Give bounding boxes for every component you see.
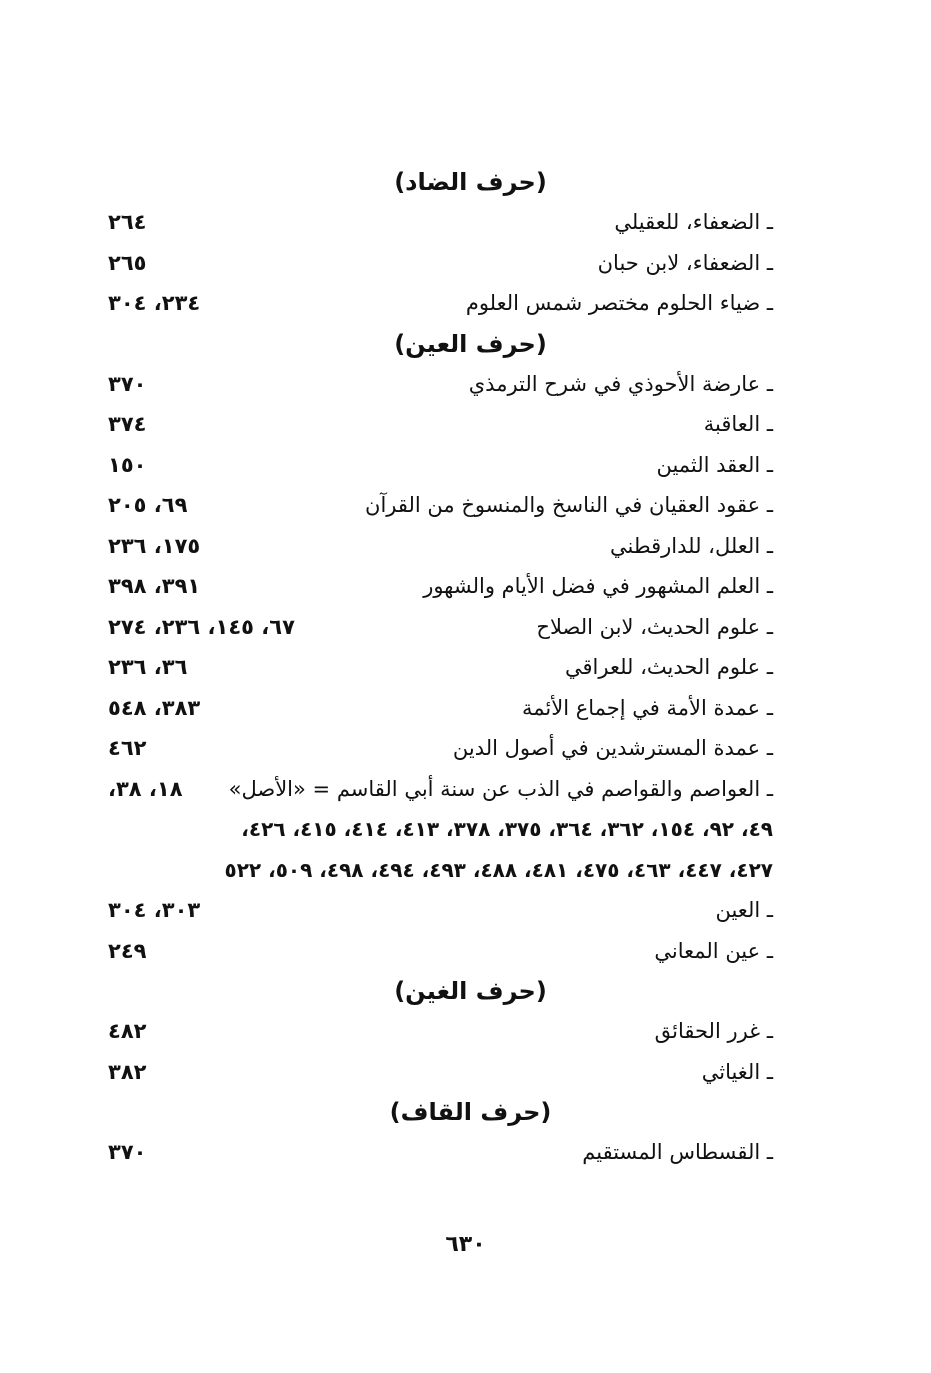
entry-pages: ١٧٥، ٢٣٦ [108,533,201,558]
index-entry [108,526,773,567]
index-entry [108,364,773,405]
entry-title: ـ العاقبة [703,412,773,436]
entry-pages: ٣٨٢ [108,1059,147,1084]
entry-pages-continuation: ٤٢٧، ٤٤٧، ٤٦٣، ٤٧٥، ٤٨١، ٤٨٨، ٤٩٣، ٤٩٤، ٤٩٨، ٥٠٩، ٥٢٢ [224,857,773,882]
index-entry [108,607,773,648]
entry-pages-continuation: ٤٩، ٩٢، ١٥٤، ٣٦٢، ٣٦٤، ٣٧٥، ٣٧٨، ٤١٣، ٤١٤، ٤١٥، ٤٢٦، [241,817,773,841]
index-entry [108,485,773,526]
index-entry [108,688,773,729]
entry-title: ـ القسطاس المستقيم [582,1140,773,1164]
entry-pages: ٣٨٣، ٥٤٨ [108,695,201,720]
entry-title: ـ عقود العقيان في الناسخ والمنسوخ من القرآن [365,493,773,517]
entry-title: ـ الضعفاء، للعقيلي [614,210,773,234]
entry-pages: ٢٣٤، ٣٠٤ [108,291,201,315]
entry-title: ـ عين المعاني [654,938,773,963]
section-heading-qaf: (حرف القاف) [389,1098,552,1126]
entry-pages: ٤٨٢ [108,1019,147,1043]
entry-title: ـ عمدة الأمة في إجماع الأئمة [521,695,773,720]
index-entry [108,283,773,324]
index-entry [108,890,773,931]
entry-pages: ٣٦، ٢٣٦ [108,655,188,679]
index-entry [108,404,773,445]
entry-pages: ٦٩، ٢٠٥ [108,493,188,517]
entry-title: ـ الضعفاء، لابن حبان [597,250,773,275]
entry-title: ـ العلم المشهور في فضل الأيام والشهور [423,574,773,598]
section-heading-ain: (حرف العين) [394,329,547,358]
entry-title: ـ العين [715,898,773,922]
entry-pages: ١٨، ٣٨، [108,776,183,801]
entry-title: ـ العواصم والقواصم في الذب عن سنة أبي القاسم = «الأصل» [228,776,773,801]
index-content [108,162,773,1173]
entry-title: ـ الغياثي [701,1059,773,1084]
entry-pages: ٣٧٤ [108,412,147,436]
index-entry [108,931,773,972]
section-heading-dad: (حرف الضاد) [394,168,547,196]
index-entry [108,1132,773,1173]
entry-title: ـ ضياء الحلوم مختصر شمس العلوم [465,291,773,315]
entry-pages: ٣٧٠ [108,371,147,396]
index-entry [108,769,773,810]
entry-title: ـ علوم الحديث، للعراقي [564,655,773,679]
entry-pages: ٢٤٩ [108,938,147,963]
index-entry [108,445,773,486]
entry-pages: ٣٩١، ٣٩٨ [108,574,201,598]
index-entry [108,202,773,243]
entry-pages: ٣٠٣، ٣٠٤ [108,898,201,922]
index-entry [108,728,773,769]
index-entry [108,1011,773,1052]
index-entry [108,566,773,607]
index-entry [108,243,773,284]
entry-title: ـ عمدة المسترشدين في أصول الدين [452,736,773,760]
index-entry [108,1052,773,1093]
entry-pages: ٣٧٠ [108,1140,147,1164]
entry-title: ـ العقد الثمين [656,452,773,477]
entry-pages: ٦٧، ١٤٥، ٢٣٦، ٢٧٤ [108,614,295,639]
section-heading-ghain: (حرف الغين) [394,977,547,1005]
entry-title: ـ علوم الحديث، لابن الصلاح [536,614,773,639]
entry-title: ـ عارضة الأحوذي في شرح الترمذي [468,371,773,396]
entry-pages: ٤٦٢ [108,736,147,760]
entry-pages: ٢٦٤ [108,210,147,234]
page-number: ٦٣٠ [445,1232,486,1257]
index-entry [108,647,773,688]
entry-title: ـ غرر الحقائق [654,1019,773,1043]
entry-pages: ١٥٠ [108,452,147,477]
entry-pages: ٢٦٥ [108,250,147,275]
entry-title: ـ العلل، للدارقطني [610,533,773,558]
